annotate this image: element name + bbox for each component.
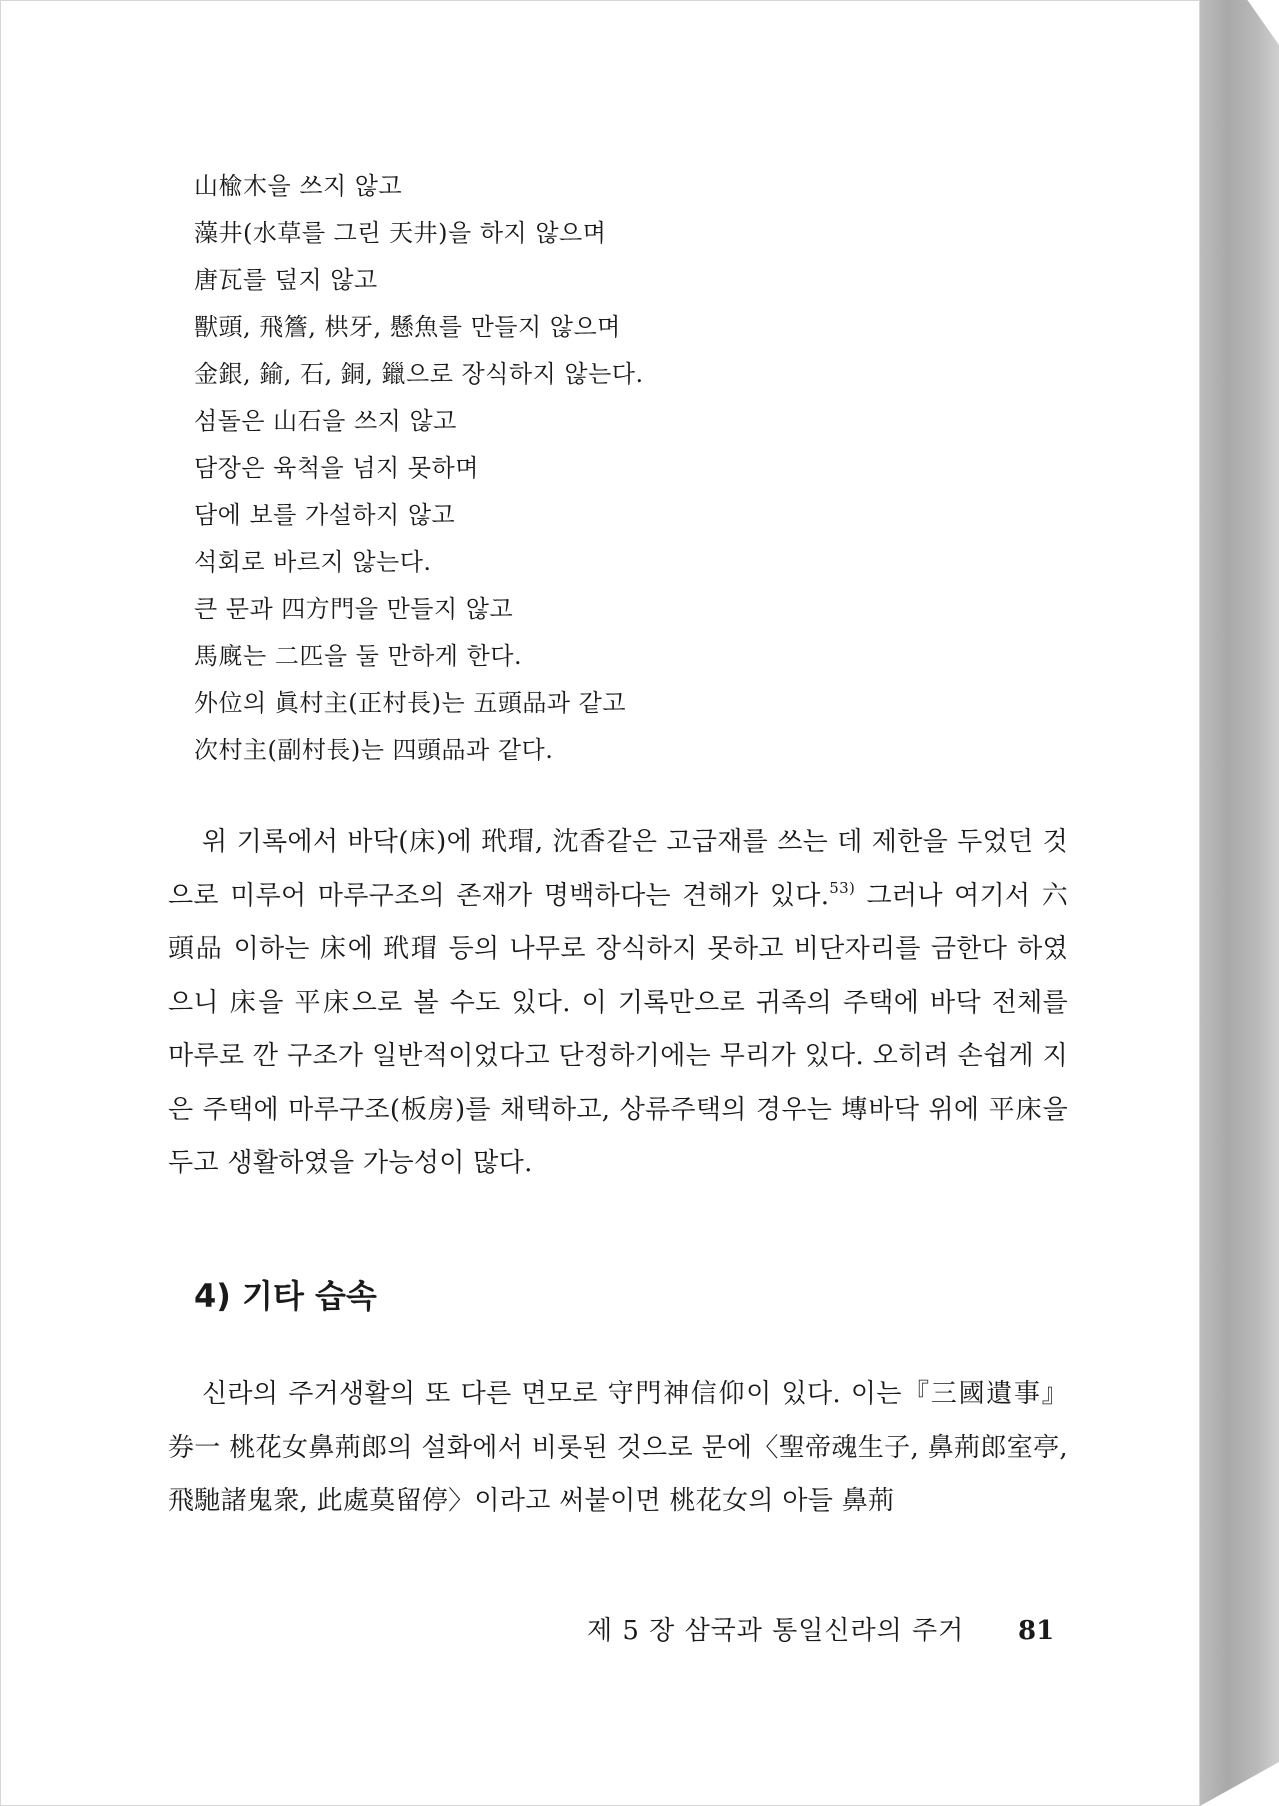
body-paragraph-1: [168, 816, 1068, 1191]
paragraph-text: 신라의 주거생활의 또 다른 면모로 守門神信仰이 있다. 이는『三國遺事』券一 桃花女鼻荊郎의 설화에서 비롯된 것으로 문에〈聖帝魂生子, 鼻荊郎室亭, 飛馳諸鬼衆, 此處莫留停〉이라고 써붙이면 桃花女의 아들 鼻荊: [168, 1379, 1068, 1516]
page-number: 81: [1018, 1616, 1055, 1646]
paragraph-text: 위 기록에서 바닥(床)에 玳瑁, 沈香같은 고급재를 쓰는 데 제한을 두었던 것으로 미루어 마루구조의 존재가 명백하다는 견해가 있다.: [168, 827, 1068, 911]
running-footer-title: 제 5 장 삼국과 통일신라의 주거: [587, 1616, 965, 1646]
list-item: 큰 문과 四方門을 만들지 않고: [194, 595, 514, 623]
section-heading: 4) 기타 습속: [194, 1277, 377, 1315]
list-item: 外位의 眞村主(正村長)는 五頭品과 같고: [194, 689, 627, 717]
list-item: 唐瓦를 덮지 않고: [194, 266, 378, 294]
list-item: 馬廐는 二匹을 둘 만하게 한다.: [194, 642, 523, 670]
footnote-reference: 53): [829, 878, 856, 897]
body-paragraph-2: [168, 1368, 1068, 1529]
list-item: 獸頭, 飛簷, 栱牙, 懸魚를 만들지 않으며: [194, 313, 621, 341]
list-item: 석회로 바르지 않는다.: [194, 548, 432, 576]
paragraph-text: 그러나 여기서 六頭品 이하는 床에 玳瑁 등의 나무로 장식하지 못하고 비단자리를 금한다 하였으니 床을 平床으로 볼 수도 있다. 이 기록만으로 귀족의 주택에 바닥 전체를 마루로 깐 구조가 일반적이었다고 단정하기에는 무리가 있다. 오히려 손쉽게 지은 주택에 마루구조(板房)를 채택하고, 상류주택의 경우는 塼바닥 위에 平床을 두고 생활하였을 가능성이 많다.: [168, 880, 1068, 1178]
book-spine-edge: [1200, 0, 1279, 1806]
list-item: 金銀, 鍮, 石, 銅, 鑞으로 장식하지 않는다.: [194, 360, 644, 388]
list-item: 섬돌은 山石을 쓰지 않고: [194, 407, 457, 435]
list-item: 담에 보를 가설하지 않고: [194, 501, 456, 529]
list-item: 次村主(副村長)는 四頭品과 같다.: [194, 736, 554, 764]
quoted-regulation-list: [194, 163, 644, 774]
list-item: 山楡木을 쓰지 않고: [194, 172, 403, 200]
list-item: 담장은 육척을 넘지 못하며: [194, 454, 479, 482]
list-item: 藻井(水草를 그린 天井)을 하지 않으며: [194, 219, 607, 247]
